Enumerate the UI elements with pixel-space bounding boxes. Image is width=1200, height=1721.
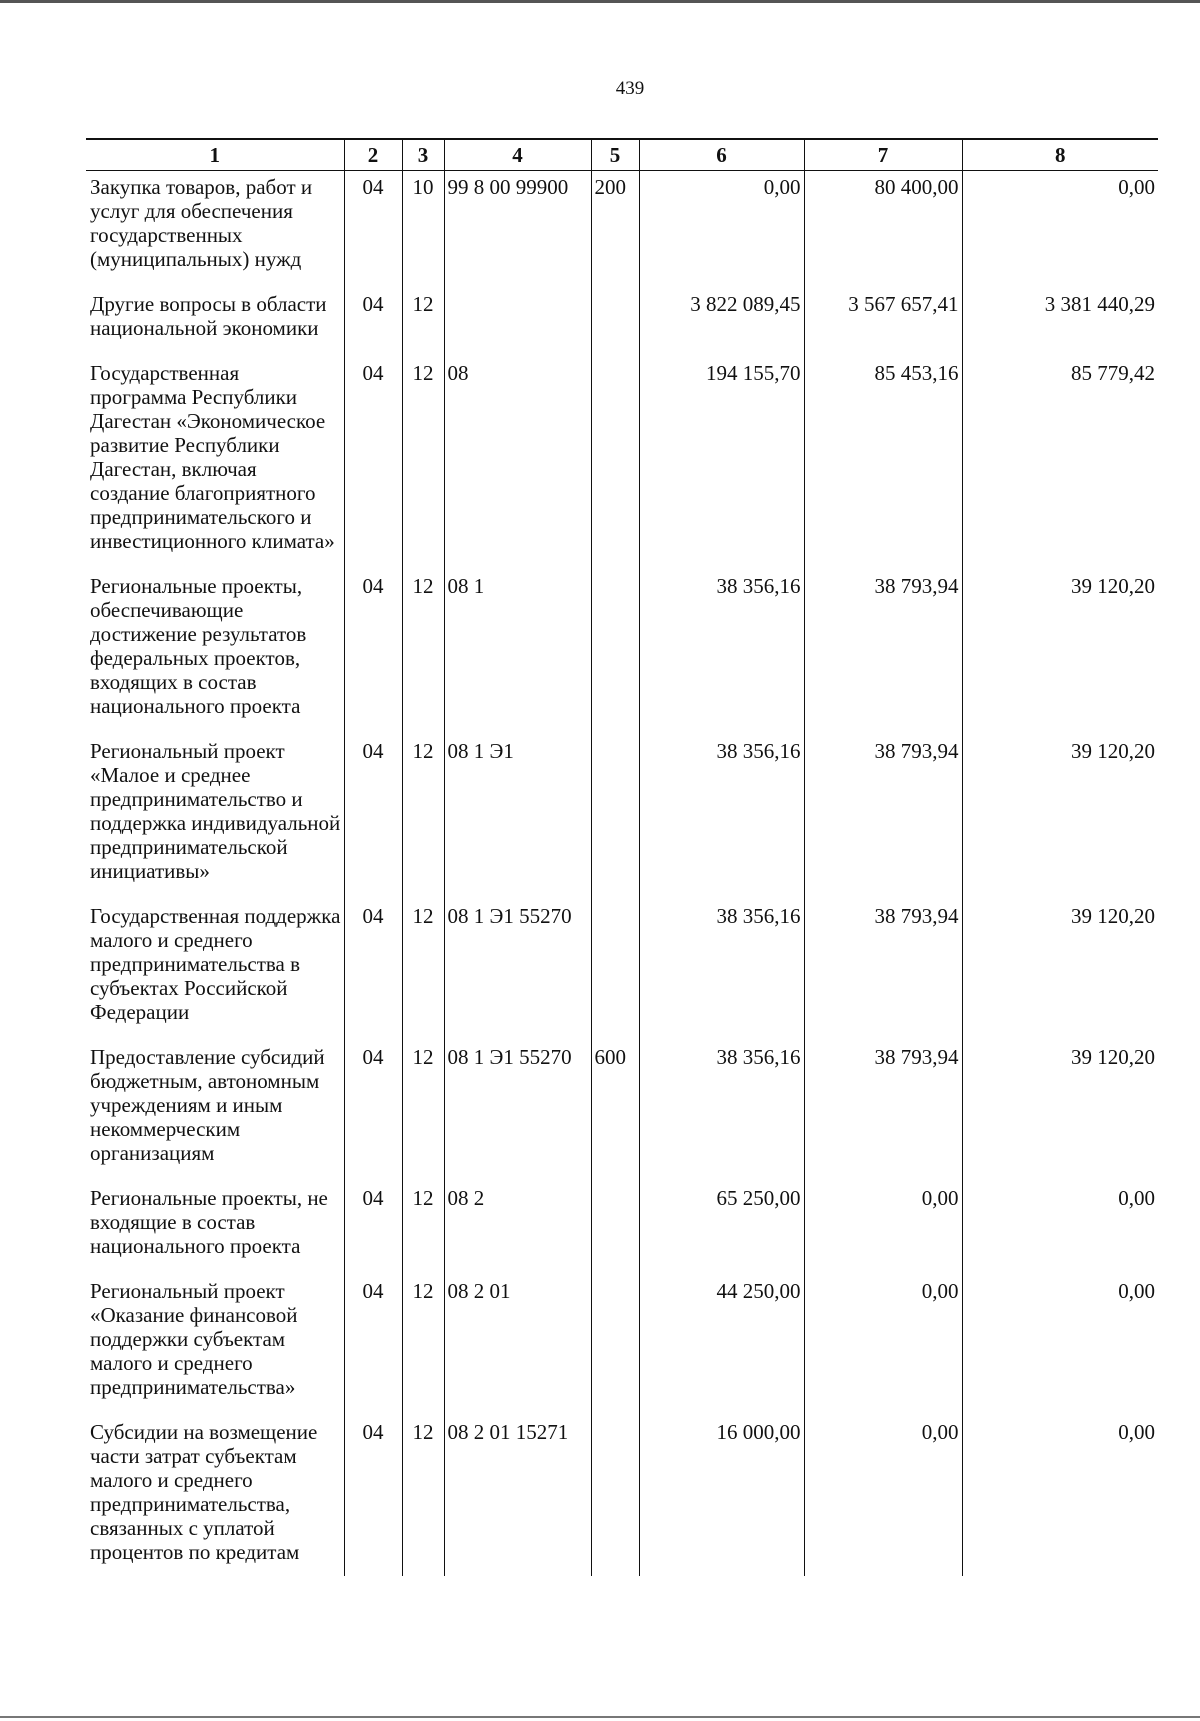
expense-type-cell (591, 570, 639, 735)
section-code-cell: 04 (344, 570, 402, 735)
amount-col7-cell: 0,00 (804, 1275, 962, 1416)
row-name-cell: Региональный проект «Малое и среднее предпринимательство и поддержка индивидуальной предпринимательской инициативы» (90, 739, 341, 883)
amount-col6-cell: 3 822 089,45 (639, 288, 804, 357)
amount-col8-cell: 3 381 440,29 (962, 288, 1158, 357)
amount-col8-cell: 39 120,20 (962, 900, 1158, 1041)
row-name-cell: Закупка товаров, работ и услуг для обеспечения государственных (муниципальных) нужд (90, 175, 313, 271)
amount-col8-cell: 39 120,20 (962, 735, 1158, 900)
amount-col8-cell: 0,00 (962, 1416, 1158, 1576)
amount-col7-cell: 0,00 (804, 1182, 962, 1275)
expense-type-cell (591, 1182, 639, 1275)
expense-type-cell (591, 735, 639, 900)
target-article-cell: 08 2 01 15271 (444, 1416, 591, 1576)
section-code-cell: 04 (344, 735, 402, 900)
column-header: 7 (804, 139, 962, 171)
amount-col7-cell: 38 793,94 (804, 1041, 962, 1182)
table-row (86, 1416, 1158, 1576)
target-article-cell: 08 1 Э1 (444, 735, 591, 900)
row-name-cell: Субсидии на возмещение части затрат субъектам малого и среднего предпринимательства, связанных с уплатой процентов по кредитам (90, 1420, 318, 1564)
page-number: 439 (615, 78, 645, 99)
column-header: 2 (344, 139, 402, 171)
table-row (86, 570, 1158, 735)
amount-col8-cell: 39 120,20 (962, 1041, 1158, 1182)
section-code-cell: 04 (344, 1416, 402, 1576)
target-article-cell: 08 1 Э1 55270 (444, 1041, 591, 1182)
subsection-code-cell: 12 (402, 1416, 444, 1576)
subsection-code-cell: 12 (402, 900, 444, 1041)
column-header: 8 (962, 139, 1158, 171)
column-header: 5 (591, 139, 639, 171)
amount-col7-cell: 80 400,00 (804, 171, 962, 289)
amount-col6-cell: 38 356,16 (639, 570, 804, 735)
section-code-cell: 04 (344, 1182, 402, 1275)
row-name-cell: Другие вопросы в области национальной экономики (90, 292, 327, 340)
expense-type-cell (591, 288, 639, 357)
column-header: 6 (639, 139, 804, 171)
target-article-cell: 08 2 (444, 1182, 591, 1275)
amount-col7-cell: 38 793,94 (804, 900, 962, 1041)
amount-col8-cell: 39 120,20 (962, 570, 1158, 735)
amount-col8-cell: 0,00 (962, 171, 1158, 289)
amount-col6-cell: 16 000,00 (639, 1416, 804, 1576)
budget-table (86, 138, 1158, 1576)
table-row (86, 288, 1158, 357)
scan-bottom-edge (0, 1716, 1200, 1718)
amount-col6-cell: 0,00 (639, 171, 804, 289)
expense-type-cell (591, 1275, 639, 1416)
amount-col7-cell: 0,00 (804, 1416, 962, 1576)
table-row (86, 171, 1158, 289)
row-name-cell: Региональные проекты, не входящие в состав национального проекта (90, 1186, 328, 1258)
expense-type-cell (591, 1416, 639, 1576)
subsection-code-cell: 12 (402, 1182, 444, 1275)
table-row (86, 357, 1158, 570)
expense-type-cell (591, 900, 639, 1041)
amount-col7-cell: 38 793,94 (804, 735, 962, 900)
section-code-cell: 04 (344, 288, 402, 357)
section-code-cell: 04 (344, 1041, 402, 1182)
amount-col7-cell: 3 567 657,41 (804, 288, 962, 357)
expense-type-cell: 200 (591, 171, 639, 289)
section-code-cell: 04 (344, 171, 402, 289)
target-article-cell: 08 2 01 (444, 1275, 591, 1416)
expense-type-cell (591, 357, 639, 570)
table-header-row (86, 139, 1158, 171)
scan-top-edge (0, 0, 1200, 3)
section-code-cell: 04 (344, 900, 402, 1041)
table-row (86, 900, 1158, 1041)
amount-col6-cell: 194 155,70 (639, 357, 804, 570)
column-header: 1 (86, 139, 344, 171)
column-header: 3 (402, 139, 444, 171)
amount-col6-cell: 38 356,16 (639, 1041, 804, 1182)
amount-col7-cell: 38 793,94 (804, 570, 962, 735)
subsection-code-cell: 12 (402, 570, 444, 735)
target-article-cell (444, 288, 591, 357)
table-row (86, 735, 1158, 900)
subsection-code-cell: 10 (402, 171, 444, 289)
table-row (86, 1182, 1158, 1275)
row-name-cell: Региональный проект «Оказание финансовой поддержки субъектам малого и среднего предпринимательства» (90, 1279, 298, 1399)
section-code-cell: 04 (344, 1275, 402, 1416)
subsection-code-cell: 12 (402, 735, 444, 900)
subsection-code-cell: 12 (402, 288, 444, 357)
column-header: 4 (444, 139, 591, 171)
section-code-cell: 04 (344, 357, 402, 570)
subsection-code-cell: 12 (402, 357, 444, 570)
target-article-cell: 08 (444, 357, 591, 570)
table-row (86, 1041, 1158, 1182)
amount-col8-cell: 0,00 (962, 1275, 1158, 1416)
amount-col6-cell: 38 356,16 (639, 735, 804, 900)
amount-col8-cell: 0,00 (962, 1182, 1158, 1275)
target-article-cell: 08 1 (444, 570, 591, 735)
table-row (86, 1275, 1158, 1416)
amount-col8-cell: 85 779,42 (962, 357, 1158, 570)
expense-type-cell: 600 (591, 1041, 639, 1182)
row-name-cell: Государственная программа Республики Дагестан «Экономическое развитие Республики Дагестан, включая создание благоприятного предпринимательского и инвестиционного климата» (90, 361, 335, 553)
target-article-cell: 99 8 00 99900 (444, 171, 591, 289)
row-name-cell: Государственная поддержка малого и среднего предпринимательства в субъектах Российской Федерации (90, 904, 341, 1024)
subsection-code-cell: 12 (402, 1041, 444, 1182)
row-name-cell: Региональные проекты, обеспечивающие достижение результатов федеральных проектов, входящих в состав национального проекта (90, 574, 307, 718)
row-name-cell: Предоставление субсидий бюджетным, автономным учреждениям и иным некоммерческим организациям (90, 1045, 325, 1165)
amount-col6-cell: 44 250,00 (639, 1275, 804, 1416)
subsection-code-cell: 12 (402, 1275, 444, 1416)
amount-col6-cell: 38 356,16 (639, 900, 804, 1041)
amount-col6-cell: 65 250,00 (639, 1182, 804, 1275)
target-article-cell: 08 1 Э1 55270 (444, 900, 591, 1041)
amount-col7-cell: 85 453,16 (804, 357, 962, 570)
